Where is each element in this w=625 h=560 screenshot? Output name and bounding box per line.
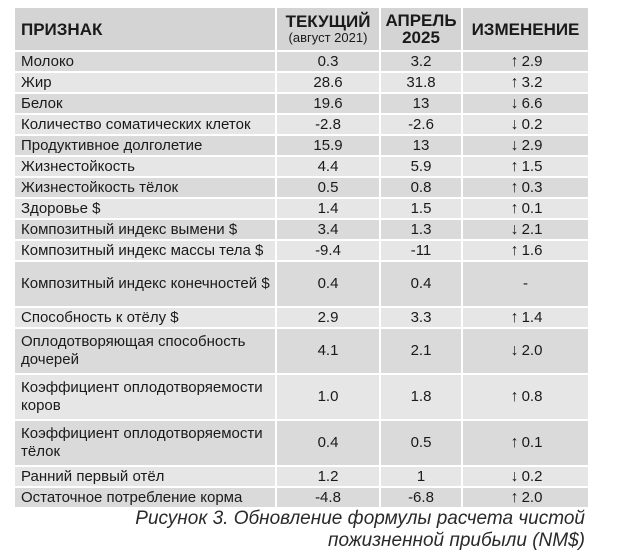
current-value-cell: 1.2 — [277, 467, 381, 488]
april-value-cell: 1.3 — [381, 220, 463, 241]
arrow-up-icon: ↑ — [510, 388, 519, 405]
header-current — [277, 8, 381, 52]
april-value-cell: 0.5 — [381, 421, 463, 467]
change-value: - — [523, 275, 528, 292]
change-cell — [463, 262, 588, 308]
header-april-line2: 2025 — [402, 28, 440, 47]
april-value-cell: 0.8 — [381, 178, 463, 199]
trait-name-cell: Жизнестойкость тёлок — [15, 178, 277, 199]
april-value-cell: 1.8 — [381, 375, 463, 421]
current-value-cell: 0.5 — [277, 178, 381, 199]
table-row — [15, 262, 588, 308]
table-row — [15, 375, 588, 421]
table-row — [15, 94, 588, 115]
change-cell — [463, 375, 588, 421]
change-value: 1.5 — [521, 157, 543, 175]
april-value-cell: 3.3 — [381, 308, 463, 329]
current-value-cell: -9.4 — [277, 241, 381, 262]
table-header — [15, 8, 588, 52]
change-value: 2.1 — [521, 220, 543, 238]
header-change: ИЗМЕНЕНИЕ — [463, 8, 588, 52]
change-value: 3.2 — [521, 73, 543, 91]
current-value-cell: 3.4 — [277, 220, 381, 241]
header-feature: ПРИЗНАК — [15, 8, 277, 52]
change-cell — [463, 421, 588, 467]
change-cell — [463, 73, 588, 94]
april-value-cell: 3.2 — [381, 52, 463, 73]
current-value-cell: 1.4 — [277, 199, 381, 220]
trait-name-cell: Способность к отёлу $ — [15, 308, 277, 329]
change-value: 2.9 — [521, 52, 543, 70]
current-value-cell: 4.1 — [277, 329, 381, 375]
trait-name-cell: Здоровье $ — [15, 199, 277, 220]
header-april — [381, 8, 463, 52]
arrow-up-icon: ↑ — [510, 434, 519, 451]
current-value-cell: 0.4 — [277, 421, 381, 467]
trait-name-cell: Композитный индекс конечностей $ — [15, 262, 277, 308]
trait-name-cell: Коэффициент оплодотворяемости тёлок — [15, 421, 277, 467]
header-current-subtitle: (август 2021) — [288, 30, 368, 45]
table-row — [15, 52, 588, 73]
trait-name-cell: Молоко — [15, 52, 277, 73]
change-cell — [463, 241, 588, 262]
arrow-up-icon: ↑ — [510, 199, 519, 217]
change-value: 0.8 — [521, 388, 543, 405]
change-value: 0.2 — [521, 467, 543, 485]
table-row — [15, 241, 588, 262]
table-row — [15, 308, 588, 329]
current-value-cell: 15.9 — [277, 136, 381, 157]
table-row — [15, 329, 588, 375]
change-cell — [463, 199, 588, 220]
current-value-cell: 4.4 — [277, 157, 381, 178]
change-cell — [463, 308, 588, 329]
change-value: 6.6 — [521, 94, 543, 112]
april-value-cell: 1.5 — [381, 199, 463, 220]
trait-name-cell: Ранний первый отёл — [15, 467, 277, 488]
arrow-up-icon: ↑ — [510, 73, 519, 91]
april-value-cell: 31.8 — [381, 73, 463, 94]
header-row — [15, 8, 588, 52]
trait-name-cell: Продуктивное долголетие — [15, 136, 277, 157]
change-value: 0.2 — [521, 115, 543, 133]
change-cell — [463, 157, 588, 178]
trait-name-cell: Композитный индекс вымени $ — [15, 220, 277, 241]
traits-table — [15, 8, 588, 509]
current-value-cell: 19.6 — [277, 94, 381, 115]
current-value-cell: -4.8 — [277, 488, 381, 509]
change-cell — [463, 136, 588, 157]
trait-name-cell: Остаточное потребление корма — [15, 488, 277, 509]
arrow-up-icon: ↑ — [510, 52, 519, 70]
change-cell — [463, 178, 588, 199]
header-april-line1: АПРЕЛЬ — [385, 11, 457, 30]
table-row — [15, 178, 588, 199]
april-value-cell: -11 — [381, 241, 463, 262]
arrow-down-icon: ↓ — [510, 220, 519, 238]
current-value-cell: -2.8 — [277, 115, 381, 136]
trait-name-cell: Композитный индекс массы тела $ — [15, 241, 277, 262]
trait-name-cell: Оплодотворяющая способность дочерей — [15, 329, 277, 375]
april-value-cell: -6.8 — [381, 488, 463, 509]
figure-caption: Рисунок 3. Обновление формулы расчета чистой пожизненной прибыли (NM$) — [135, 508, 585, 551]
trait-name-cell: Белок — [15, 94, 277, 115]
arrow-down-icon: ↓ — [510, 342, 519, 359]
arrow-up-icon: ↑ — [510, 241, 519, 259]
arrow-up-icon: ↑ — [510, 178, 519, 196]
april-value-cell: 13 — [381, 136, 463, 157]
change-value: 1.6 — [521, 241, 543, 259]
change-cell — [463, 52, 588, 73]
arrow-down-icon: ↓ — [510, 94, 519, 112]
trait-name-cell: Жизнестойкость — [15, 157, 277, 178]
trait-name-cell: Жир — [15, 73, 277, 94]
april-value-cell: 2.1 — [381, 329, 463, 375]
change-value: 2.9 — [521, 136, 543, 154]
change-cell — [463, 329, 588, 375]
arrow-down-icon: ↓ — [510, 115, 519, 133]
april-value-cell: 0.4 — [381, 262, 463, 308]
arrow-up-icon: ↑ — [510, 157, 519, 175]
change-cell — [463, 115, 588, 136]
current-value-cell: 28.6 — [277, 73, 381, 94]
table-row — [15, 467, 588, 488]
change-cell — [463, 220, 588, 241]
arrow-up-icon: ↑ — [510, 488, 519, 506]
change-value: 0.3 — [521, 178, 543, 196]
change-value: 1.4 — [521, 308, 543, 326]
change-cell — [463, 488, 588, 509]
change-value: 2.0 — [521, 342, 543, 359]
data-table-container — [15, 8, 588, 509]
april-value-cell: 13 — [381, 94, 463, 115]
table-row — [15, 421, 588, 467]
current-value-cell: 0.3 — [277, 52, 381, 73]
april-value-cell: 1 — [381, 467, 463, 488]
trait-name-cell: Коэффициент оплодотворяемости коров — [15, 375, 277, 421]
change-cell — [463, 467, 588, 488]
arrow-down-icon: ↓ — [510, 467, 519, 485]
trait-name-cell: Количество соматических клеток — [15, 115, 277, 136]
header-current-title: ТЕКУЩИЙ — [285, 12, 371, 31]
current-value-cell: 2.9 — [277, 308, 381, 329]
table-row — [15, 73, 588, 94]
change-cell — [463, 94, 588, 115]
table-row — [15, 157, 588, 178]
april-value-cell: -2.6 — [381, 115, 463, 136]
table-row — [15, 220, 588, 241]
table-row — [15, 115, 588, 136]
april-value-cell: 5.9 — [381, 157, 463, 178]
table-row — [15, 199, 588, 220]
current-value-cell: 0.4 — [277, 262, 381, 308]
current-value-cell: 1.0 — [277, 375, 381, 421]
change-value: 2.0 — [521, 488, 543, 506]
table-body — [15, 52, 588, 509]
table-row — [15, 488, 588, 509]
arrow-up-icon: ↑ — [510, 308, 519, 326]
arrow-down-icon: ↓ — [510, 136, 519, 154]
table-row — [15, 136, 588, 157]
change-value: 0.1 — [521, 199, 543, 217]
change-value: 0.1 — [521, 434, 543, 451]
